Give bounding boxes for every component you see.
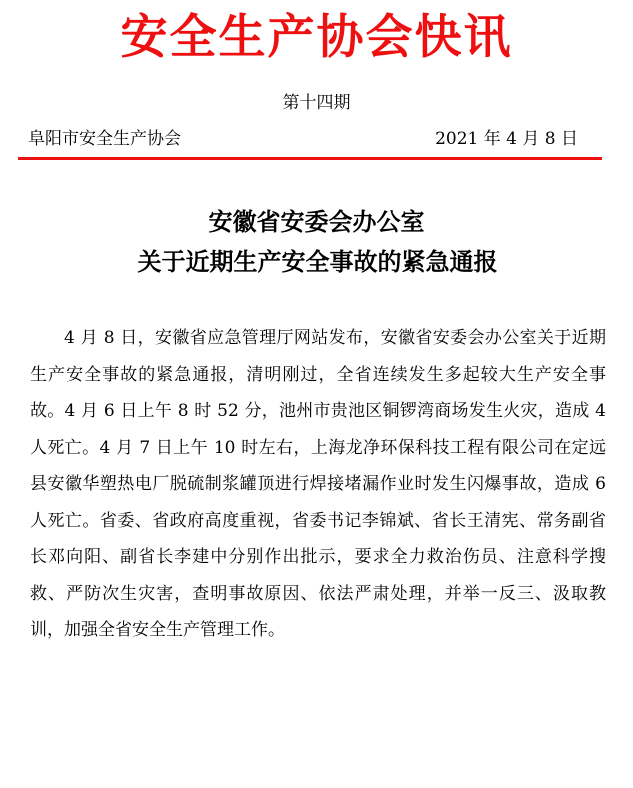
article-title xyxy=(0,202,633,282)
red-divider xyxy=(18,157,602,160)
article-title-line2: 关于近期生产安全事故的紧急通报 xyxy=(137,247,498,276)
publisher-name: 阜阳市安全生产协会 xyxy=(28,129,181,149)
issue-number: 第十四期 xyxy=(282,93,351,113)
publish-date: 2021 年 4 月 8 日 xyxy=(435,129,578,149)
masthead-title: 安全生产协会快讯 xyxy=(120,10,513,65)
article-title-line1: 安徽省安委会办公室 xyxy=(208,207,425,236)
meta-row xyxy=(28,126,578,152)
article-body: 4 月 8 日，安徽省应急管理厅网站发布，安徽省安委会办公室关于近期生产安全事故的紧急通报，清明刚过，全省连续发生多起较大生产安全事故。4 月 6 日上午 8 时 52 分，池州市贵池区铜锣湾商场发生火灾，造成 4 人死亡。4 月 7 日上午 10 时左右，上海龙净环保科技工程有限公司在定远县安徽华塑热电厂脱硫制浆罐顶进行焊接堵漏作业时发生闪爆事故，造成 6 人死亡。省委、省政府高度重视，省委书记李锦斌、省长王清宪、常务副省长邓向阳、副省长李建中分别作出批示，要求全力救治伤员、注意科学搜救、严防次生灾害，查明事故原因、依法严肃处理，并举一反三、汲取教训，加强全省安全生产管理工作。 xyxy=(30,328,606,640)
